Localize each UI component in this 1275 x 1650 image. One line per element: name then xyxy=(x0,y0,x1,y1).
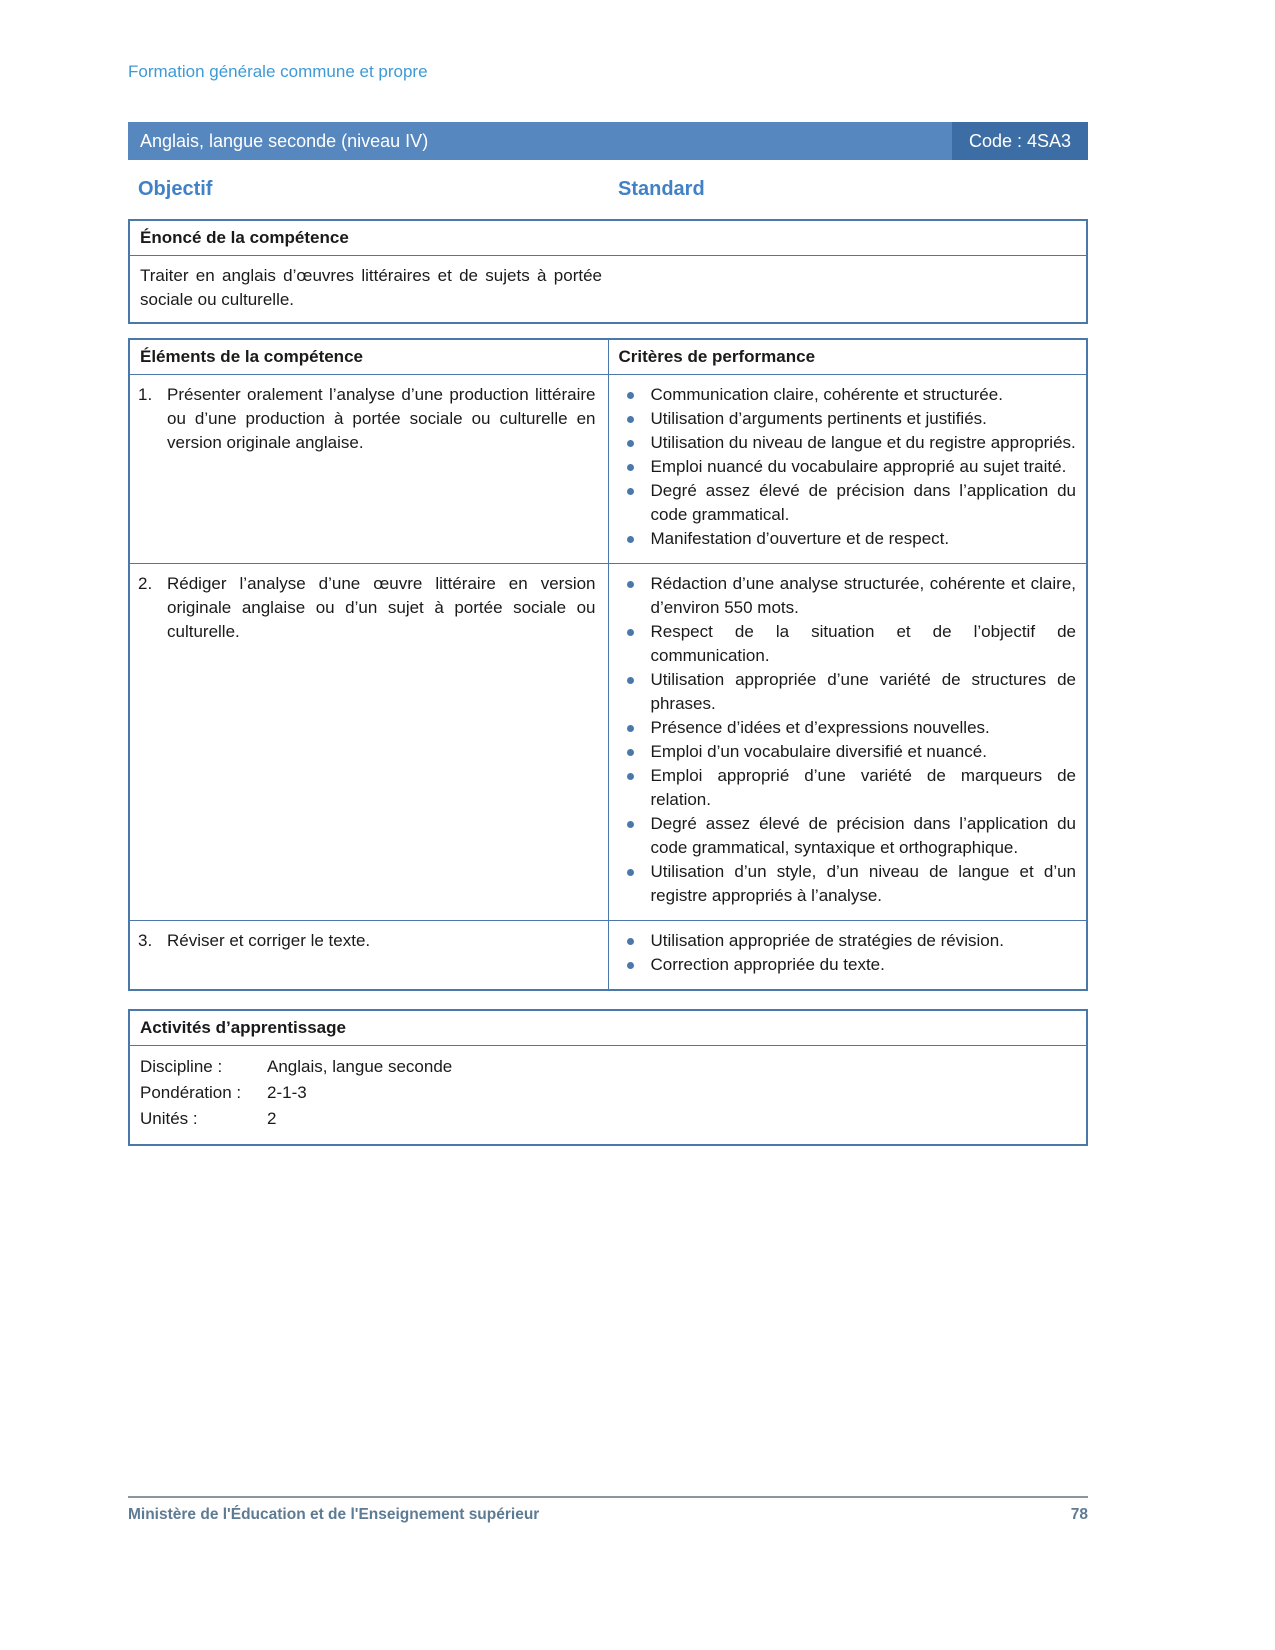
criteria-cell-2 xyxy=(608,564,1087,921)
criteria-item: Emploi d’un vocabulaire diversifié et nuancé. xyxy=(609,740,1077,764)
activites-header: Activités d’apprentissage xyxy=(130,1011,1086,1046)
element-2 xyxy=(138,572,596,644)
criteria-item: Emploi nuancé du vocabulaire approprié au sujet traité. xyxy=(609,455,1077,479)
discipline-value: Anglais, langue seconde xyxy=(267,1057,453,1076)
activites-row-unites xyxy=(140,1106,1076,1132)
criteria-list-2 xyxy=(609,572,1077,908)
enonce-header: Énoncé de la compétence xyxy=(130,221,1086,256)
criteria-item: Respect de la situation et de l’objectif de communication. xyxy=(609,620,1077,668)
footer-ministry: Ministère de l'Éducation et de l'Enseignement supérieur xyxy=(128,1506,540,1523)
activites-row-ponderation xyxy=(140,1080,1076,1106)
course-banner xyxy=(128,122,1088,160)
criteria-cell-3 xyxy=(608,921,1087,991)
element-1 xyxy=(138,383,596,455)
enonce-text: Traiter en anglais d’œuvres littéraires et de sujets à portée sociale ou culturelle. xyxy=(140,266,602,309)
element-text: Réviser et corriger le texte. xyxy=(167,931,371,950)
element-3 xyxy=(138,929,596,953)
element-number: 1. xyxy=(138,385,153,404)
criteria-item: Rédaction d’une analyse structurée, cohérente et claire, d’environ 550 mots. xyxy=(609,572,1077,620)
criteria-item: Communication claire, cohérente et structurée. xyxy=(609,383,1077,407)
elements-column-header: Éléments de la compétence xyxy=(129,339,608,375)
activites-row-discipline xyxy=(140,1054,1076,1080)
element-number: 3. xyxy=(138,931,153,950)
section-label: Formation générale commune et propre xyxy=(128,62,428,81)
discipline-label: Discipline : xyxy=(140,1057,223,1076)
enonce-body xyxy=(130,256,1086,322)
element-cell-1 xyxy=(129,375,608,564)
element-text: Présenter oralement l’analyse d’une production littéraire ou d’une production à portée sociale ou culturelle en version originale anglaise. xyxy=(167,385,596,452)
criteria-item: Degré assez élevé de précision dans l’application du code grammatical. xyxy=(609,479,1077,527)
unites-label: Unités : xyxy=(140,1109,198,1128)
element-number: 2. xyxy=(138,574,153,593)
activites-body xyxy=(130,1046,1086,1144)
element-cell-3 xyxy=(129,921,608,991)
table-header-row xyxy=(129,339,1087,375)
criteria-item: Utilisation appropriée d’une variété de structures de phrases. xyxy=(609,668,1077,716)
criteria-item: Manifestation d’ouverture et de respect. xyxy=(609,527,1077,551)
criteria-list-1 xyxy=(609,383,1077,551)
criteria-item: Utilisation d’arguments pertinents et justifiés. xyxy=(609,407,1077,431)
table-row xyxy=(129,375,1087,564)
table-row xyxy=(129,564,1087,921)
page-content xyxy=(128,0,1088,1146)
objectif-heading: Objectif xyxy=(138,178,213,200)
ponderation-label: Pondération : xyxy=(140,1083,242,1102)
course-code-badge: Code : 4SA3 xyxy=(952,122,1088,160)
page-number: 78 xyxy=(1070,1506,1088,1523)
competence-table xyxy=(128,338,1088,991)
criteria-cell-1 xyxy=(608,375,1087,564)
element-text: Rédiger l’analyse d’une œuvre littéraire en version originale anglaise ou d’un sujet à portée sociale ou culturelle. xyxy=(167,574,596,641)
element-cell-2 xyxy=(129,564,608,921)
criteria-item: Emploi approprié d’une variété de marqueurs de relation. xyxy=(609,764,1077,812)
criteria-item: Utilisation d’un style, d’un niveau de langue et d’un registre appropriés à l’analyse. xyxy=(609,860,1077,908)
ponderation-value: 2-1-3 xyxy=(267,1083,307,1102)
standard-heading: Standard xyxy=(618,178,705,200)
criteria-item: Utilisation du niveau de langue et du registre appropriés. xyxy=(609,431,1077,455)
unites-value: 2 xyxy=(267,1109,277,1128)
criteres-column-header: Critères de performance xyxy=(608,339,1087,375)
criteria-item: Degré assez élevé de précision dans l’application du code grammatical, syntaxique et orthographique. xyxy=(609,812,1077,860)
criteria-item: Présence d’idées et d’expressions nouvelles. xyxy=(609,716,1077,740)
criteria-list-3 xyxy=(609,929,1077,977)
criteria-item: Utilisation appropriée de stratégies de révision. xyxy=(609,929,1077,953)
page-footer xyxy=(128,1496,1088,1524)
criteria-item: Correction appropriée du texte. xyxy=(609,953,1077,977)
table-row xyxy=(129,921,1087,991)
column-headings xyxy=(128,178,1088,201)
activites-box xyxy=(128,1009,1088,1146)
course-title: Anglais, langue seconde (niveau IV) xyxy=(140,130,429,151)
enonce-box xyxy=(128,219,1088,324)
